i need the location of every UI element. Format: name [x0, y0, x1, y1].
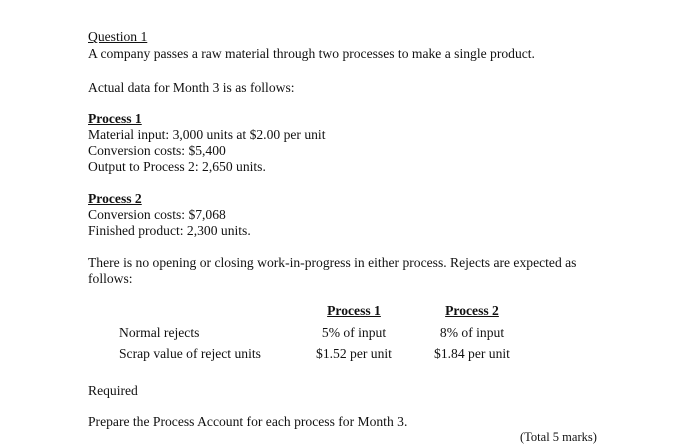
process2-heading: Process 2: [88, 191, 142, 206]
process2-line: Finished product: 2,300 units.: [88, 223, 251, 238]
table-cell: $1.52 per unit: [316, 346, 392, 361]
process1-line: Conversion costs: $5,400: [88, 143, 226, 158]
table-row-label: Normal rejects: [119, 325, 200, 340]
process2-line: Conversion costs: $7,068: [88, 207, 226, 222]
table-cell: $1.84 per unit: [434, 346, 510, 361]
required-heading: Required: [88, 383, 138, 398]
process1-line: Material input: 3,000 units at $2.00 per unit: [88, 127, 326, 142]
question-title: Question 1: [88, 29, 148, 44]
table-row-label: Scrap value of reject units: [119, 346, 261, 361]
process1-heading: Process 1: [88, 111, 142, 126]
table-cell: 5% of input: [321, 325, 387, 340]
wip-note: There is no opening or closing work-in-progress in either process. Rejects are expected as follows:: [88, 255, 577, 286]
intro-text: A company passes a raw material through two processes to make a single product.: [88, 46, 535, 61]
table-cell: 8% of input: [439, 325, 505, 340]
table-header-process1: Process 1: [327, 303, 381, 318]
table-header-process2: Process 2: [445, 303, 499, 318]
actual-data-heading: Actual data for Month 3 is as follows:: [88, 80, 295, 95]
process1-line: Output to Process 2: 2,650 units.: [88, 159, 266, 174]
marks-note: (Total 5 marks): [520, 430, 597, 444]
task-text: Prepare the Process Account for each process for Month 3.: [88, 414, 408, 429]
